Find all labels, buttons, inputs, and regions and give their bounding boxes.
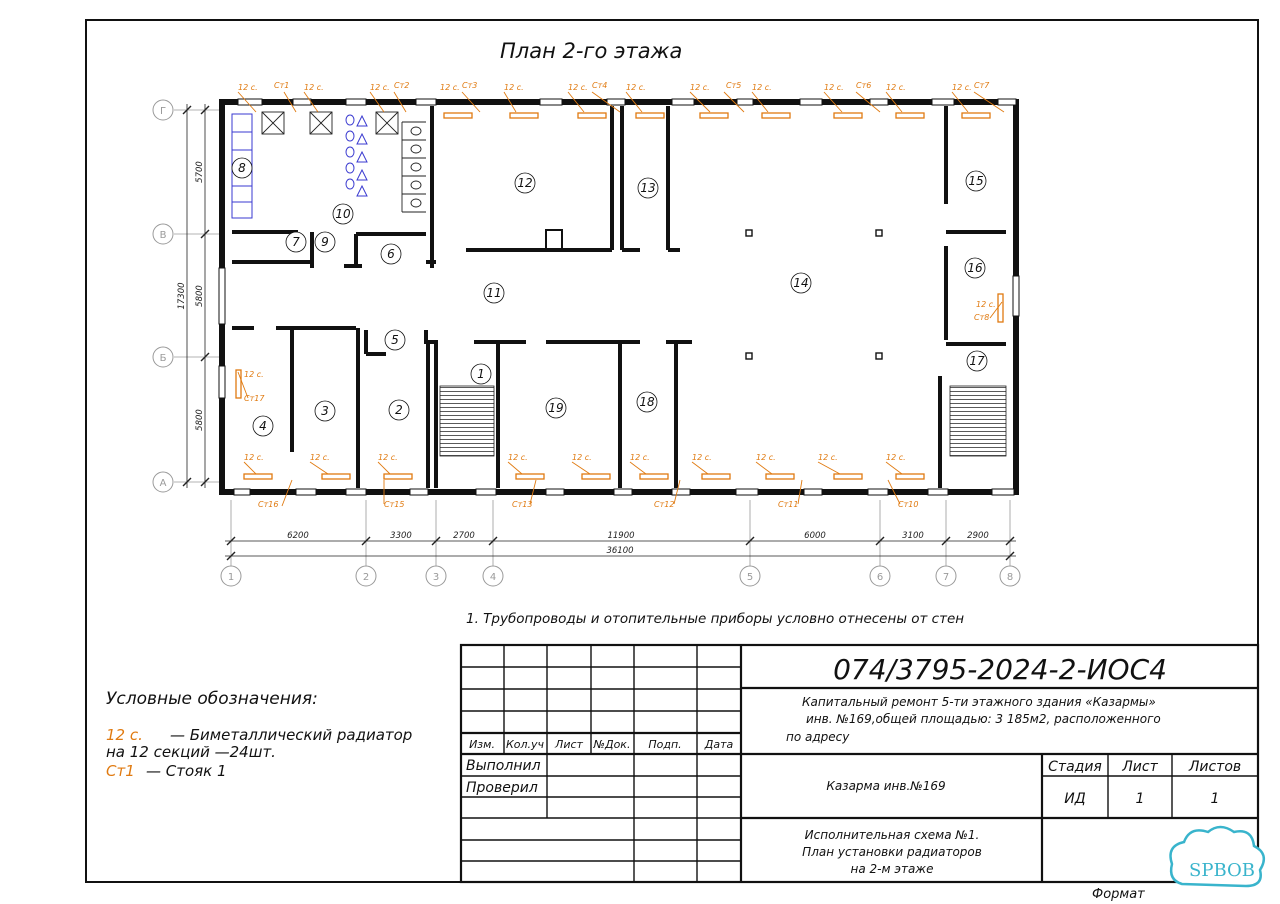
- sheet-value: 1: [1135, 791, 1145, 807]
- room-number: 7: [292, 235, 300, 249]
- sheet-title-3: на 2-м этаже: [850, 862, 934, 876]
- axis-row-label: В: [159, 230, 167, 241]
- axis-col-label: 3: [432, 572, 440, 583]
- axis-grid: [174, 110, 1010, 566]
- dim-label: 6200: [287, 531, 309, 541]
- sheet-title-2: План установки радиаторов: [802, 845, 982, 859]
- room-number: 9: [321, 235, 329, 249]
- room-number: 13: [640, 181, 656, 195]
- legend-title: Условные обозначения:: [106, 689, 318, 709]
- header-podp: Подп.: [648, 738, 682, 751]
- project-line-3: по адресу: [786, 730, 850, 744]
- title-block-content: [786, 653, 1241, 876]
- riser-label: Ст16: [258, 500, 279, 509]
- sanitary-fixtures-blue: [232, 114, 367, 218]
- riser-label: Ст10: [898, 500, 919, 509]
- room-number: 3: [321, 404, 329, 418]
- radiator-label: 12 с.: [824, 83, 844, 92]
- row-axis-markers: [153, 100, 173, 492]
- watermark-text: SPBOB: [1189, 860, 1255, 881]
- radiator-label: 12 с.: [370, 83, 390, 92]
- sheets-label: Листов: [1188, 759, 1242, 775]
- radiator-label: 12 с.: [238, 83, 258, 92]
- legend-radiator-text: — Биметаллический радиатор: [170, 726, 413, 744]
- columns: [746, 230, 882, 359]
- radiator-label: 12 с.: [440, 83, 460, 92]
- riser-label: Ст1: [274, 81, 290, 90]
- dim-label-vertical: 5700: [195, 161, 205, 183]
- riser-label: Ст11: [778, 500, 799, 509]
- object-name: Казарма инв.№169: [826, 779, 946, 793]
- axis-col-label: 7: [942, 572, 950, 583]
- dim-total-vertical: 17300: [177, 282, 187, 310]
- header-data: Дата: [704, 738, 734, 751]
- sheets-value: 1: [1210, 791, 1220, 807]
- axis-row-label: Б: [159, 353, 167, 364]
- riser-label: Ст2: [394, 81, 410, 90]
- radiator-label: 12 с.: [886, 83, 906, 92]
- sheet-label: Лист: [1122, 759, 1158, 775]
- legend-riser-text: — Стояк 1: [146, 762, 227, 780]
- dim-overall-label: 36100: [606, 546, 634, 556]
- dim-label: 3100: [902, 531, 924, 541]
- riser-label: Ст13: [512, 500, 533, 509]
- project-line-1: Капитальный ремонт 5-ти этажного здания «Казармы»: [802, 695, 1156, 709]
- watermark-logo: [1171, 827, 1264, 886]
- radiator-label: 12 с.: [572, 453, 592, 462]
- riser-label: Ст4: [592, 81, 608, 90]
- radiator-label: 12 с.: [626, 83, 646, 92]
- format-label: Формат: [1092, 887, 1145, 902]
- general-note: 1. Трубопроводы и отопительные приборы условно отнесены от стен: [466, 611, 965, 627]
- radiator-label: 12 с.: [692, 453, 712, 462]
- radiator-label: 12 с.: [504, 83, 524, 92]
- checked-label: Проверил: [466, 780, 538, 796]
- dim-label: 3300: [390, 531, 412, 541]
- room-number: 4: [259, 419, 267, 433]
- axis-col-label: 5: [746, 572, 754, 583]
- room-number: 16: [967, 261, 983, 275]
- radiator-label: 12 с.: [508, 453, 528, 462]
- room-number: 6: [387, 247, 395, 261]
- room-number: 8: [238, 161, 246, 175]
- radiator-label: 12 с.: [690, 83, 710, 92]
- axis-col-label: 1: [227, 572, 235, 583]
- header-doc: №Док.: [593, 738, 631, 751]
- room-number: 1: [477, 367, 485, 381]
- radiator-label: 12 с.: [756, 453, 776, 462]
- dim-label: 2900: [967, 531, 989, 541]
- legend: [106, 689, 412, 780]
- document-code: 074/3795-2024-2-ИОС4: [833, 653, 1167, 686]
- performed-label: Выполнил: [466, 758, 541, 774]
- room-number: 12: [517, 176, 533, 190]
- riser-label: Ст5: [726, 81, 742, 90]
- radiator-label: 12 с.: [304, 83, 324, 92]
- radiator-label: 12 с.: [244, 453, 264, 462]
- radiator-labels: [238, 83, 996, 462]
- room-number: 11: [486, 286, 502, 300]
- dim-label-vertical: 5800: [195, 285, 205, 307]
- room-number: 15: [968, 174, 984, 188]
- plan-title: План 2-го этажа: [500, 39, 683, 63]
- room-number: 10: [335, 207, 351, 221]
- legend-radiator-code: 12 с.: [106, 726, 143, 744]
- radiator-label: 12 с.: [952, 83, 972, 92]
- legend-radiator-text-2: на 12 секций —24шт.: [106, 743, 276, 761]
- room-number: 19: [548, 401, 564, 415]
- stairs: [440, 386, 1006, 456]
- radiator-label: 12 с.: [568, 83, 588, 92]
- sheet-title-1: Исполнительная схема №1.: [804, 828, 980, 842]
- radiator-label: 12 с.: [310, 453, 330, 462]
- axis-col-label: 2: [362, 572, 370, 583]
- dim-label-vertical: 5800: [195, 409, 205, 431]
- header-list: Лист: [555, 738, 583, 751]
- riser-label: Ст3: [462, 81, 478, 90]
- axis-row-label: А: [159, 478, 167, 489]
- dimension-labels: [177, 161, 989, 556]
- column-axis-markers: [221, 566, 1020, 586]
- showers-and-toilets: [262, 112, 426, 212]
- axis-col-label: 4: [489, 572, 497, 583]
- dim-label: 6000: [804, 531, 826, 541]
- room-number: 14: [793, 276, 809, 290]
- axis-col-label: 6: [876, 572, 884, 583]
- stage-value: ИД: [1064, 791, 1086, 807]
- axis-col-label: 8: [1006, 572, 1014, 583]
- axis-row-label: Г: [159, 106, 167, 117]
- room-number: 5: [391, 333, 399, 347]
- riser-label: Ст15: [384, 500, 405, 509]
- radiator-label: 12 с.: [886, 453, 906, 462]
- radiator-label: 12 с.: [630, 453, 650, 462]
- title-block-headers: [466, 738, 734, 796]
- room-number: 2: [395, 403, 403, 417]
- header-izm: Изм.: [469, 738, 495, 751]
- radiator-label: 12 с.: [976, 300, 996, 309]
- legend-riser-code: Ст1: [106, 762, 135, 780]
- room-numbers: [232, 158, 990, 436]
- riser-label: Ст17: [244, 394, 265, 403]
- radiator-label: 12 с.: [378, 453, 398, 462]
- stage-label: Стадия: [1048, 759, 1102, 775]
- room-number: 17: [969, 354, 985, 368]
- radiator-label: 12 с.: [244, 370, 264, 379]
- room-number: 18: [639, 395, 655, 409]
- riser-label: Ст7: [974, 81, 990, 90]
- radiator-label: 12 с.: [752, 83, 772, 92]
- header-kol-uch: Кол.уч: [505, 738, 545, 751]
- riser-label: Ст6: [856, 81, 872, 90]
- riser-label: Ст12: [654, 500, 675, 509]
- riser-labels: [244, 81, 990, 509]
- project-line-2: инв. №169,общей площадью: 3 185м2, расположенного: [806, 712, 1161, 726]
- radiator-label: 12 с.: [818, 453, 838, 462]
- dim-label: 2700: [453, 531, 475, 541]
- riser-label: Ст8: [974, 313, 990, 322]
- dim-label: 11900: [607, 531, 635, 541]
